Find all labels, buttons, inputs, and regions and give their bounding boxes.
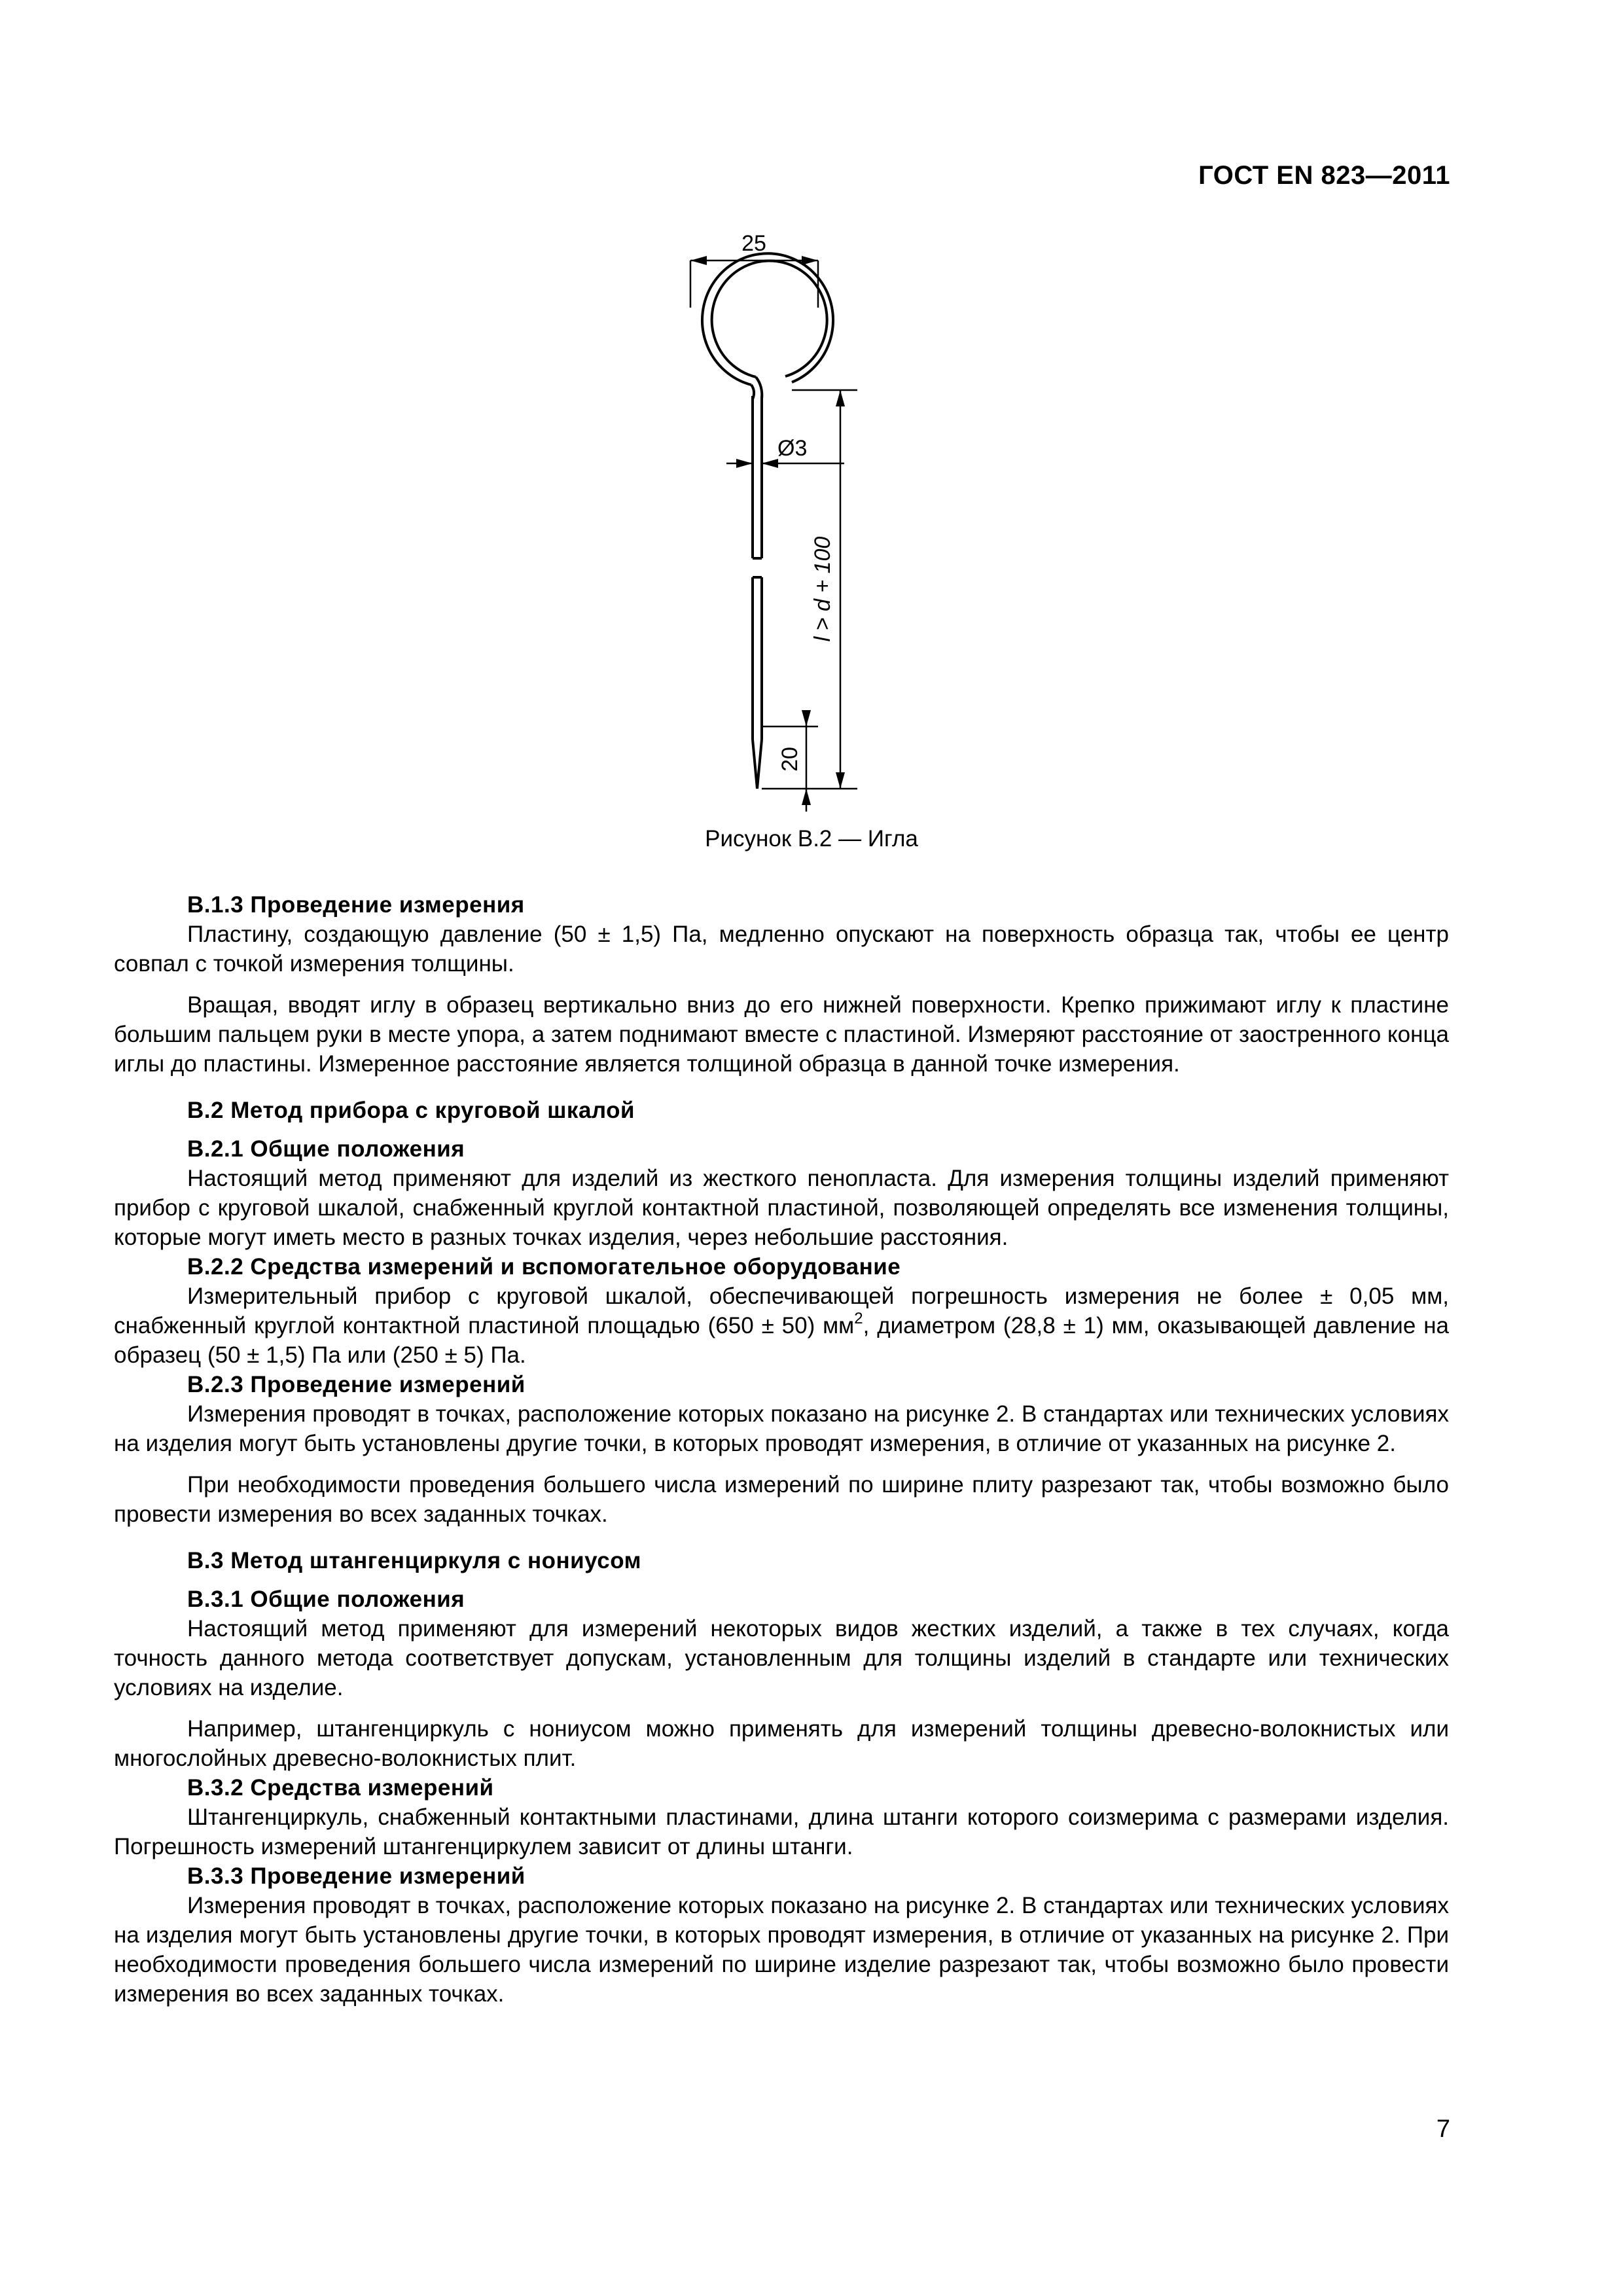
dim-length-label: l > d + 100 bbox=[810, 536, 835, 642]
paragraph: Штангенциркуль, снабженный контактными пластинами, длина штанги которого соизмерима с размерами изделия. Погрешность измерений штангенциркулем зависит от длины штанги. bbox=[114, 1804, 1449, 1859]
needle-ring bbox=[702, 253, 833, 385]
standard-designation: ГОСТ EN 823—2011 bbox=[1198, 161, 1450, 190]
document-body bbox=[114, 890, 1449, 2009]
heading-b23: B.2.3 Проведение измерений bbox=[187, 1372, 526, 1397]
heading-b33: B.3.3 Проведение измерений bbox=[187, 1863, 526, 1889]
heading-b32: B.3.2 Средства измерений bbox=[187, 1775, 494, 1801]
page-number: 7 bbox=[1436, 2115, 1450, 2143]
needle-tip bbox=[753, 740, 762, 789]
paragraph: Вращая, вводят иглу в образец вертикально вниз до его нижней поверхности. Крепко прижимают иглу к пластине большим пальцем руки в месте упора, а затем поднимают вместе с пластиной. Измеряют расстояние от заостренного конца иглы до пластины. Измеренное расстояние является толщиной образца в данной точке измерения. bbox=[114, 992, 1449, 1077]
dim-width-label: 25 bbox=[741, 231, 766, 256]
needle-ring-join bbox=[751, 377, 762, 399]
paragraph: Настоящий метод применяют для измерений некоторых видов жестких изделий, а также в тех случаях, когда точность данного метода соответствует допускам, установленным для толщины изделий в стандарте или технических условиях на изделие. bbox=[114, 1616, 1449, 1700]
dim-diameter-label: Ø3 bbox=[777, 436, 808, 461]
paragraph: Пластину, создающую давление (50 ± 1,5) Па, медленно опускают на поверхность образца так, чтобы ее центр совпал с точкой измерения толщины. bbox=[114, 922, 1449, 977]
heading-b31: B.3.1 Общие положения bbox=[187, 1587, 465, 1612]
figure-caption: Рисунок B.2 — Игла bbox=[705, 826, 918, 852]
paragraph: Измерительный прибор с круговой шкалой, обеспечивающей погрешность измерения не более ± 0,05 мм, снабженный круглой контактной пластиной площадью (650 ± 50) $мм^2$, диаметром (28,8 ± 1) мм, оказывающей давление на образец (50 ± 1,5) Па или (250 ± 5) Па. bbox=[114, 1283, 1449, 1368]
needle-figure bbox=[0, 0, 1623, 877]
heading-b13: B.1.3 Проведение измерения bbox=[187, 892, 525, 918]
heading-b21: B.2.1 Общие положения bbox=[187, 1136, 465, 1162]
heading-b22: B.2.2 Средства измерений и вспомогательное оборудование bbox=[187, 1254, 901, 1280]
heading-b2: B.2 Метод прибора с круговой шкалой bbox=[187, 1098, 635, 1123]
heading-b3: B.3 Метод штангенциркуля с нониусом bbox=[187, 1548, 642, 1573]
paragraph: Измерения проводят в точках, расположение которых показано на рисунке 2. В стандартах или технических условиях на изделия могут быть установлены другие точки, в которых проводят измерения, в отличие от указанных на рисунке 2. bbox=[114, 1401, 1449, 1456]
dim-tip-label: 20 bbox=[777, 747, 802, 772]
paragraph: Например, штангенциркуль с нониусом можно применять для измерений толщины древесно-волокнистых или многослойных древесно-волокнистых плит. bbox=[114, 1716, 1449, 1771]
paragraph: Настоящий метод применяют для изделий из жесткого пенопласта. Для измерения толщины изделий применяют прибор с круговой шкалой, снабженный круглой контактной пластиной, позволяющей определять все изменения толщины, которые могут иметь место в разных точках изделия, через небольшие расстояния. bbox=[114, 1166, 1449, 1250]
paragraph: Измерения проводят в точках, расположение которых показано на рисунке 2. В стандартах или технических условиях на изделия могут быть установлены другие точки, в которых проводят измерения, в отличие от указанных на рисунке 2. При необходимости проведения большего числа измерений по ширине изделие разрезают так, чтобы возможно было провести измерения во всех заданных точках. bbox=[114, 1893, 1449, 2007]
needle-ring-inner bbox=[712, 261, 827, 377]
paragraph: При необходимости проведения большего числа измерений по ширине плиту разрезают так, чтобы возможно было провести измерения во всех заданных точках. bbox=[114, 1472, 1449, 1527]
